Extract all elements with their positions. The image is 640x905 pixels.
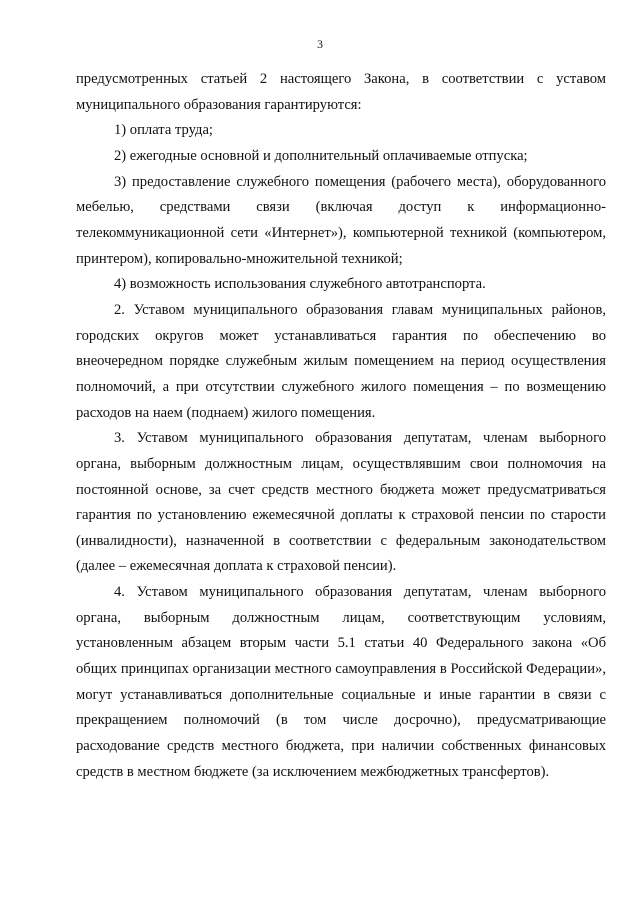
clause-4: 4. Уставом муниципального образования депутатам, членам выборного органа, выборным должностным лицам, соответствующим условиям, установленным абзацем вторым части 5.1 статьи 40 Федерального закона «Об общих принципах организации местного самоуправления в Российской Федерации», могут устанавливаться дополнительные социальные и иные гарантии в связи с прекращением полномочий (в том числе досрочно), предусматривающие расходование средств местного бюджета, при наличии собственных финансовых средств в местном бюджете (за исключением межбюджетных трансфертов). — [76, 584, 606, 780]
clause-3: 3. Уставом муниципального образования депутатам, членам выборного органа, выборным должностным лицам, осуществлявшим свои полномочия на постоянной основе, за счет средств местного бюджета может предусматриваться гарантия по установлению ежемесячной доплаты к страховой пенсии по старости (инвалидности), назначенной в соответствии с федеральным законодательством (далее – ежемесячная доплата к страховой пенсии). — [76, 430, 606, 575]
list-item-2: 2) ежегодные основной и дополнительный оплачиваемые отпуска; — [114, 147, 528, 164]
list-item-1: 1) оплата труда; — [114, 122, 213, 139]
clause-2: 2. Уставом муниципального образования главам муниципальных районов, городских округов может устанавливаться гарантия по обеспечению во внеочередном порядке служебным жилым помещением на период осуществления полномочий, а при отсутствии служебного жилого помещения – по возмещению расходов на наем (поднаем) жилого помещения. — [76, 301, 606, 421]
list-item-4: 4) возможность использования служебного автотранспорта. — [114, 276, 486, 293]
document-body — [76, 67, 606, 785]
paragraph-continuation: предусмотренных статьей 2 настоящего Закона, в соответствии с уставом муниципального образования гарантируются: — [76, 71, 606, 113]
page-number: 3 — [317, 37, 323, 51]
list-item-3: 3) предоставление служебного помещения (рабочего места), оборудованного мебелью, средствами связи (включая доступ к информационно-телекоммуникационной сети «Интернет»), компьютерной техникой (компьютером, принтером), копировально-множительной техникой; — [76, 173, 606, 267]
